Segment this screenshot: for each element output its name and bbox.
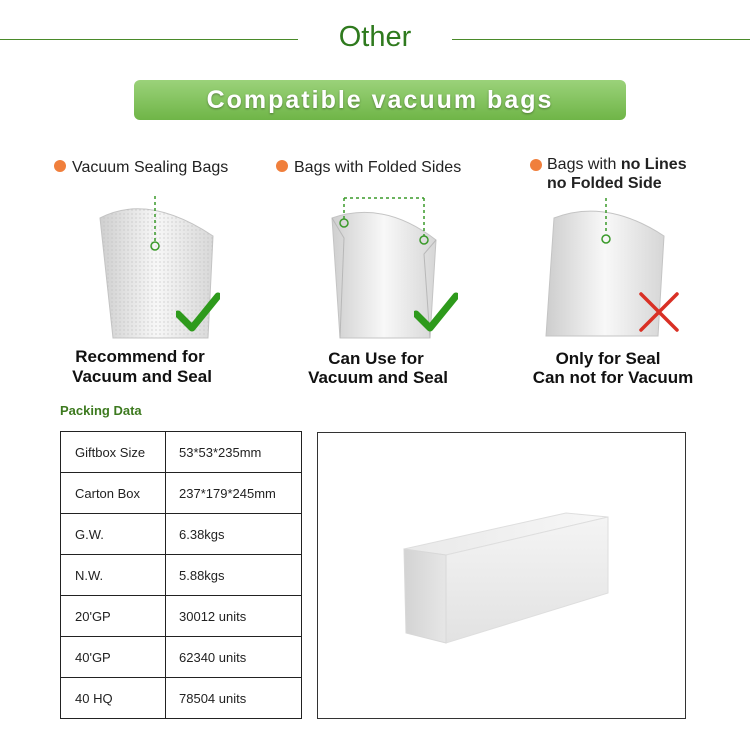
column-1-caption-line-1: Recommend for (75, 347, 205, 366)
column-1-caption-line-2: Vacuum and Seal (72, 367, 212, 386)
bullet-dot-icon (530, 159, 542, 171)
packing-data-label: Packing Data (60, 403, 142, 418)
check-icon (414, 292, 458, 332)
table-value: 5.88kgs (166, 555, 302, 596)
column-3-heading-text: Bags with (547, 156, 621, 173)
compatible-bags-banner: Compatible vacuum bags (134, 80, 626, 120)
table-row (61, 678, 302, 719)
table-value: 237*179*245mm (166, 473, 302, 514)
bullet-dot-icon (54, 160, 66, 172)
column-3-heading (547, 155, 687, 174)
column-2-heading: Bags with Folded Sides (294, 159, 462, 176)
cross-icon (637, 290, 681, 334)
table-row (61, 596, 302, 637)
table-row (61, 473, 302, 514)
table-key: 40 HQ (61, 678, 166, 719)
product-image-frame (317, 432, 686, 719)
table-value: 30012 units (166, 596, 302, 637)
table-key: 40'GP (61, 637, 166, 678)
table-key: Carton Box (61, 473, 166, 514)
column-3-heading-line-2-text: no Folded Side (547, 175, 662, 192)
packing-data-table (60, 431, 302, 719)
table-value: 6.38kgs (166, 514, 302, 555)
bullet-dot-icon (276, 160, 288, 172)
page-title: Other (338, 21, 412, 53)
column-3-caption-line-1: Only for Seal (555, 349, 661, 368)
column-1-heading: Vacuum Sealing Bags (72, 159, 229, 176)
table-key: 20'GP (61, 596, 166, 637)
giftbox-image (318, 433, 685, 718)
table-row (61, 514, 302, 555)
table-value: 78504 units (166, 678, 302, 719)
column-2-caption-line-2: Vacuum and Seal (308, 368, 448, 387)
column-3-heading-emphasis: no Lines (620, 156, 687, 173)
table-row (61, 555, 302, 596)
table-row (61, 637, 302, 678)
check-icon (176, 292, 220, 332)
column-2-caption-line-1: Can Use for (328, 349, 424, 368)
table-key: N.W. (61, 555, 166, 596)
table-key: Giftbox Size (61, 432, 166, 473)
table-row (61, 432, 302, 473)
table-value: 53*53*235mm (166, 432, 302, 473)
table-value: 62340 units (166, 637, 302, 678)
column-3-caption-line-2: Can not for Vacuum (532, 368, 694, 387)
table-key: G.W. (61, 514, 166, 555)
